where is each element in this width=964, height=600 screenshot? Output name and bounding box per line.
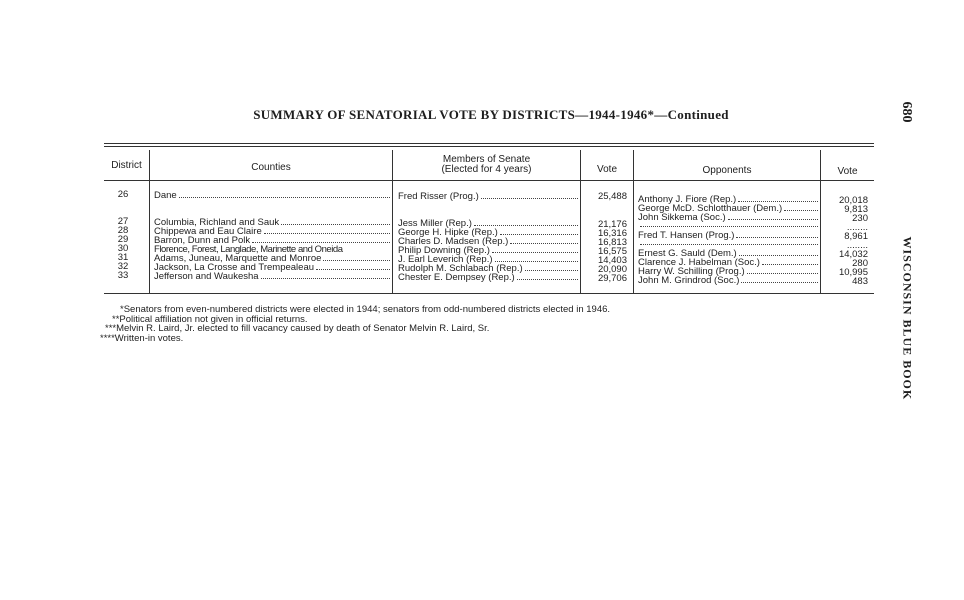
opponent-vote-cell: 483 <box>852 277 868 287</box>
district-cell: 27 <box>117 217 129 227</box>
opponent-vote-cell: 280 <box>852 259 868 269</box>
district-cell: 26 <box>117 190 129 200</box>
counties-cell: Columbia, Richland and Sauk <box>154 218 390 227</box>
opponent-cell: John M. Grindrod (Soc.) <box>638 276 818 285</box>
opponent-vote-cell: ........ <box>846 223 868 233</box>
counties-cell: Chippewa and Eau Claire <box>154 227 390 236</box>
opponent-cell <box>638 240 818 249</box>
table-bottom-rule <box>104 293 874 294</box>
opponent-vote-cell: ........ <box>846 241 868 251</box>
header-district: District <box>111 160 142 171</box>
header-bottom-rule <box>104 180 874 181</box>
counties-cell: Adams, Juneau, Marquette and Monroe <box>154 254 390 263</box>
member-cell: George H. Hipke (Rep.) <box>398 228 578 237</box>
counties-cell: Barron, Dunn and Polk <box>154 236 390 245</box>
header-counties: Counties <box>251 162 291 173</box>
table-top-rule-2 <box>104 146 874 147</box>
counties-cell: Dane <box>154 191 390 200</box>
counties-cell: Florence, Forest, Langlade, Marinette and Oneida <box>154 245 343 255</box>
table-top-rule <box>104 143 874 144</box>
footnote: **Political affiliation not given in official returns. <box>112 313 308 325</box>
header-members-line2: (Elected for 4 years) <box>441 164 532 175</box>
district-cell: 28 <box>117 226 129 236</box>
vote-cell: 16,575 <box>597 247 627 257</box>
vote-cell: 29,706 <box>597 274 627 284</box>
page-title: SUMMARY OF SENATORIAL VOTE BY DISTRICTS—1944-1946*—Continued <box>253 107 729 122</box>
page-number: 680 <box>899 101 914 123</box>
member-cell: Chester E. Dempsey (Rep.) <box>398 273 578 282</box>
opponent-cell: Anthony J. Fiore (Rep.) <box>638 195 818 204</box>
member-cell: Rudolph M. Schlabach (Rep.) <box>398 264 578 273</box>
header-opponents: Opponents <box>702 165 752 176</box>
footnote: *Senators from even-numbered districts were elected in 1944; senators from odd-numbered districts elected in 1946. <box>120 304 611 315</box>
opponent-vote-cell: 14,032 <box>838 250 868 260</box>
opponent-cell <box>638 222 818 231</box>
member-cell: Jess Miller (Rep.) <box>398 219 578 228</box>
opponent-vote-cell: 8,961 <box>844 232 868 242</box>
footnotes <box>100 305 610 343</box>
opponent-vote-cell: 9,813 <box>844 205 868 215</box>
opponent-cell: John Sikkema (Soc.) <box>638 213 818 222</box>
opponent-cell: George McD. Schlotthauer (Dem.) <box>638 204 818 213</box>
running-head: WISCONSIN BLUE BOOK <box>900 236 915 401</box>
district-cell: 30 <box>117 244 129 254</box>
vote-cell: 20,090 <box>597 265 627 275</box>
vote-cell: 21,176 <box>597 220 627 230</box>
opponent-cell: Fred T. Hansen (Prog.) <box>638 231 818 240</box>
vote-cell: 25,488 <box>597 192 627 202</box>
header-vote: Vote <box>596 164 618 175</box>
opponent-cell: Clarence J. Habelman (Soc.) <box>638 258 818 267</box>
member-cell: Fred Risser (Prog.) <box>398 192 578 201</box>
district-cell: 31 <box>117 253 129 263</box>
member-cell: J. Earl Leverich (Rep.) <box>398 255 578 264</box>
vote-cell: 14,403 <box>597 256 627 266</box>
footnote: ***Melvin R. Laird, Jr. elected to fill vacancy caused by death of Senator Melvin R. Laird, Sr. <box>105 323 490 335</box>
district-cell: 29 <box>117 235 129 245</box>
opponent-vote-cell: 10,995 <box>838 268 868 278</box>
header-members-line1: Members of Senate <box>442 154 531 165</box>
member-cell: Charles D. Madsen (Rep.) <box>398 237 578 246</box>
vote-cell: 16,813 <box>597 238 627 248</box>
opponent-cell: Ernest G. Sauld (Dem.) <box>638 249 818 258</box>
opponent-vote-cell: 230 <box>852 214 868 224</box>
counties-cell: Jefferson and Waukesha <box>154 272 390 281</box>
counties-cell: Jackson, La Crosse and Trempealeau <box>154 263 390 272</box>
opponent-cell: Harry W. Schilling (Prog.) <box>638 267 818 276</box>
district-cell: 32 <box>117 262 129 272</box>
footnote: ****Written-in votes. <box>100 332 184 344</box>
header-opponent-vote: Vote <box>837 166 858 177</box>
vote-cell: 16,316 <box>597 229 627 239</box>
member-cell: Philip Downing (Rep.) <box>398 246 578 255</box>
opponent-vote-cell: 20,018 <box>838 196 868 206</box>
district-cell: 33 <box>117 271 129 281</box>
